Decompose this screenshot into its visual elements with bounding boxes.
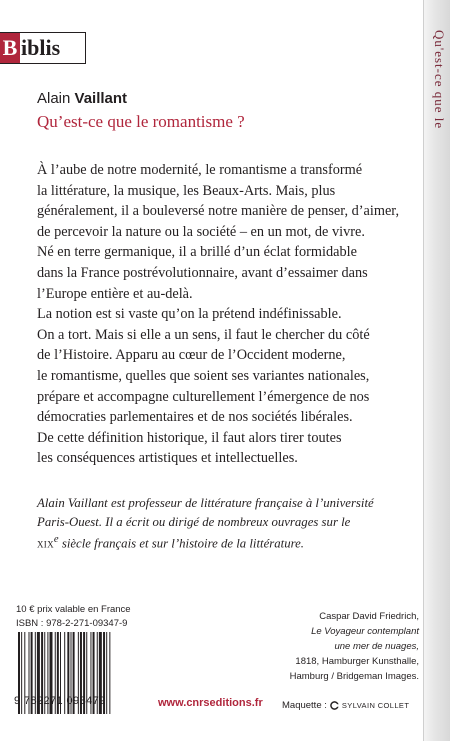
sylvain-collet-logo-icon — [330, 701, 339, 710]
designer-name: SYLVAIN COLLET — [341, 701, 410, 710]
maquette-label: Maquette : — [282, 700, 327, 711]
blurb-line: prépare et accompagne culturellement l’émergence de nos — [37, 388, 370, 405]
blurb-line: démocraties parlementaires et de nos sociétés libérales. — [37, 409, 353, 426]
author-last-name: Vaillant — [74, 90, 128, 107]
barcode-bar — [106, 632, 107, 714]
logo-letter-b: B — [0, 33, 20, 63]
blurb — [37, 160, 427, 469]
credit-line: Hamburg / Bridgeman Images. — [289, 671, 419, 682]
logo-text: iblis — [21, 35, 61, 60]
blurb-line: l’Europe entière et au-delà. — [37, 285, 193, 302]
isbn-text: ISBN : 978-2-271-09347-9 — [16, 618, 128, 629]
blurb-line: le romantisme, quelles que soient ses variantes nationales, — [37, 367, 370, 384]
credit-line: Caspar David Friedrich, — [319, 611, 419, 622]
author-bio — [37, 494, 427, 553]
author-first-name: Alain — [37, 90, 71, 107]
blurb-line: À l’aube de notre modernité, le romantisme a transformé — [37, 162, 363, 178]
bio-line-rest: siècle français et sur l’histoire de la littérature. — [58, 536, 304, 551]
design-credit — [282, 700, 409, 711]
bio-line: Alain Vaillant est professeur de littérature française à l’université — [37, 496, 374, 510]
credit-line: Le Voyageur contemplant — [311, 626, 419, 637]
book-title: Qu’est-ce que le romantisme ? — [37, 112, 245, 131]
barcode-bar — [109, 632, 110, 714]
century-suffix: e — [53, 534, 59, 545]
credit-line: une mer de nuages, — [334, 641, 419, 652]
barcode-digits: 9 782271 093479 — [14, 695, 106, 707]
image-credit — [219, 609, 419, 684]
bio-line: Paris-Ouest. Il a écrit ou dirigé de nombreux ouvrages sur le — [37, 514, 351, 529]
blurb-line: de percevoir la nature ou la société – en un mot, de vivre. — [37, 223, 365, 240]
blurb-line: On a tort. Mais si elle a un sens, il faut le chercher du côté — [37, 326, 370, 343]
book-spine — [423, 0, 450, 741]
blurb-line: De cette définition historique, il faut alors tirer toutes — [37, 429, 342, 446]
blurb-line: la littérature, la musique, les Beaux-Arts. Mais, plus — [37, 182, 336, 199]
blurb-line: généralement, il a bouleversé notre manière de penser, d’aimer, — [37, 203, 400, 220]
century-numeral: xix — [37, 536, 54, 551]
blurb-line: dans la France postrévolutionnaire, avant d’essaimer dans — [37, 264, 368, 281]
price-block — [16, 603, 131, 631]
blurb-line: Né en terre germanique, il a brillé d’un éclat formidable — [37, 244, 357, 261]
spine-title: Qu'est-ce que le — [432, 30, 447, 130]
credit-line: 1818, Hamburger Kunsthalle, — [295, 656, 419, 667]
publisher-website[interactable]: www.cnrseditions.fr — [158, 697, 263, 709]
blurb-line: de l’Histoire. Apparu au cœur de l’Occident moderne, — [37, 347, 346, 364]
bio-line — [37, 531, 427, 553]
author-name — [37, 90, 127, 107]
biblis-logo — [0, 32, 86, 64]
price-text: 10 € prix valable en France — [16, 604, 131, 615]
blurb-line: La notion est si vaste qu’on la prétend indéfinissable. — [37, 306, 342, 323]
blurb-line: les conséquences artistiques et intellectuelles. — [37, 450, 298, 467]
